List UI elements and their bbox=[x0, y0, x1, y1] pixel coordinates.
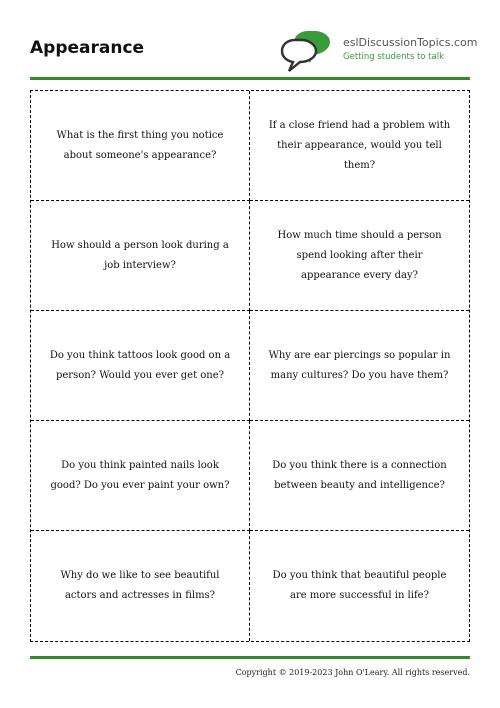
question-text: How much time should a person spend looking after their appearance every day? bbox=[277, 229, 442, 281]
question-text: Do you think tattoos look good on a person? Would you ever get one? bbox=[49, 349, 231, 381]
question-text: How should a person look during a job interview? bbox=[51, 239, 229, 271]
page-title: Appearance bbox=[30, 38, 145, 58]
question-cards-grid bbox=[30, 90, 470, 642]
page-header bbox=[0, 0, 500, 78]
question-card bbox=[31, 531, 250, 641]
question-text: Do you think painted nails look good? Do you ever paint your own? bbox=[50, 459, 230, 491]
site-logo[interactable] bbox=[280, 28, 480, 74]
question-card bbox=[31, 201, 250, 311]
question-card bbox=[31, 311, 250, 421]
question-card bbox=[250, 421, 469, 531]
question-card bbox=[31, 91, 250, 201]
footer-divider bbox=[30, 656, 470, 659]
question-text: What is the first thing you notice about someone's appearance? bbox=[56, 129, 224, 161]
question-card bbox=[250, 91, 469, 201]
header-divider bbox=[30, 77, 470, 80]
copyright-notice: Copyright © 2019-2023 John O'Leary. All rights reserved. bbox=[235, 668, 470, 677]
question-text: Why are ear piercings so popular in many cultures? Do you have them? bbox=[268, 349, 451, 381]
logo-site-name: eslDiscussionTopics.com bbox=[343, 36, 478, 49]
question-text: Why do we like to see beautiful actors and actresses in films? bbox=[60, 570, 220, 601]
question-text: If a close friend had a problem with their appearance, would you tell them? bbox=[268, 119, 451, 171]
question-card bbox=[31, 421, 250, 531]
speech-bubbles-icon bbox=[280, 28, 342, 74]
question-text: Do you think there is a connection between beauty and intelligence? bbox=[272, 459, 447, 491]
question-card bbox=[250, 201, 469, 311]
question-card bbox=[250, 311, 469, 421]
question-text: Do you think that beautiful people are more successful in life? bbox=[272, 570, 447, 601]
question-card bbox=[250, 531, 469, 641]
logo-tagline: Getting students to talk bbox=[343, 52, 445, 62]
